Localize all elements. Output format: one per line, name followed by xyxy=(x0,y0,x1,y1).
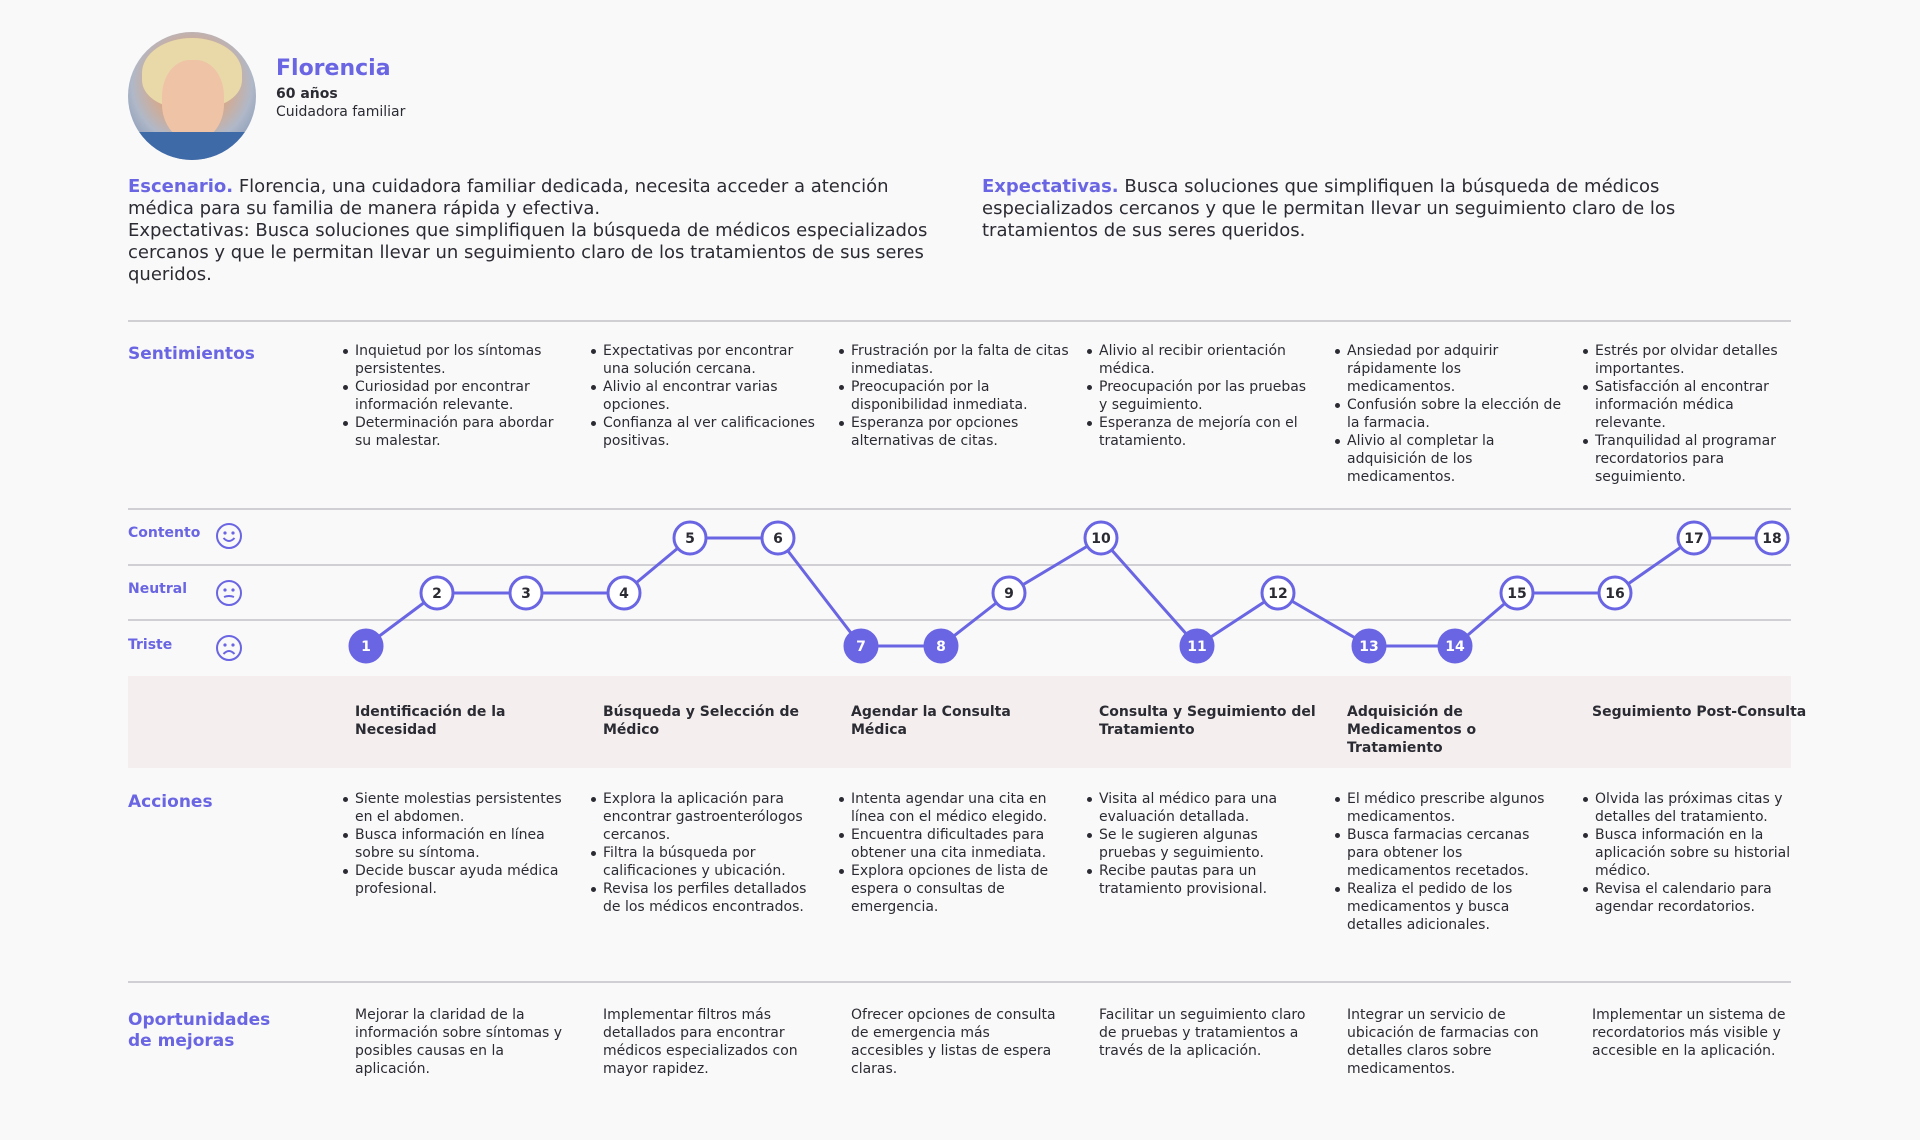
action-item: Visita al médico para una evaluación detallada. xyxy=(1087,790,1317,826)
opportunity-text: Mejorar la claridad de la información sobre síntomas y posibles causas en la aplicación. xyxy=(355,1007,563,1077)
journey-point-12 xyxy=(1262,577,1294,609)
journey-point-1 xyxy=(350,630,382,662)
opportunities-title-line1: Oportunidades xyxy=(128,1010,271,1030)
mood-label-sad: Triste xyxy=(128,637,173,653)
stage-title: Consulta y Seguimiento del Tratamiento xyxy=(1099,704,1316,738)
opportunities-title-line2: de mejoras xyxy=(128,1031,235,1051)
opportunity-text: Implementar filtros más detallados para encontrar médicos especializados con mayor rapidez. xyxy=(603,1007,798,1077)
action-item: Busca farmacias cercanas para obtener los medicamentos recetados. xyxy=(1335,826,1565,880)
journey-point-label: 12 xyxy=(1268,586,1288,602)
actions-title: Acciones xyxy=(128,792,213,812)
action-item: Intenta agendar una cita en línea con el médico elegido. xyxy=(839,790,1069,826)
journey-point-5 xyxy=(674,522,706,554)
journey-point-label: 4 xyxy=(619,586,629,602)
feeling-item: Satisfacción al encontrar información médica relevante. xyxy=(1583,378,1801,432)
stage-title: Búsqueda y Selección de Médico xyxy=(603,704,800,738)
journey-point-label: 11 xyxy=(1187,639,1207,655)
feeling-item: Determinación para abordar su malestar. xyxy=(343,414,573,450)
feelings-title: Sentimientos xyxy=(128,344,255,364)
action-item: Revisa el calendario para agendar recordatorios. xyxy=(1583,880,1801,916)
journey-point-label: 18 xyxy=(1762,531,1782,547)
opportunity-text: Integrar un servicio de ubicación de farmacias con detalles claros sobre medicamentos. xyxy=(1347,1007,1539,1077)
scenario-body: Florencia, una cuidadora familiar dedicada, necesita acceder a atención médica para su familia de manera rápida y efectiva. xyxy=(128,176,889,219)
journey-point-label: 6 xyxy=(773,531,783,547)
action-item: Busca información en línea sobre su síntoma. xyxy=(343,826,573,862)
journey-point-17 xyxy=(1678,522,1710,554)
feeling-item: Esperanza de mejoría con el tratamiento. xyxy=(1087,414,1317,450)
expectations-label: Expectativas. xyxy=(982,176,1119,197)
feeling-item: Alivio al recibir orientación médica. xyxy=(1087,342,1317,378)
actions-list xyxy=(591,790,821,916)
action-item: Encuentra dificultades para obtener una cita inmediata. xyxy=(839,826,1069,862)
opportunity-text: Ofrecer opciones de consulta de emergencia más accesibles y listas de espera claras. xyxy=(851,1007,1056,1077)
journey-point-8 xyxy=(925,630,957,662)
stage-title: Adquisición de Medicamentos o Tratamiento xyxy=(1347,704,1477,756)
mood-label-neutral: Neutral xyxy=(128,581,188,597)
feeling-item: Frustración por la falta de citas inmediatas. xyxy=(839,342,1069,378)
stage-title: Agendar la Consulta Médica xyxy=(851,704,1011,738)
journey-path xyxy=(366,538,1772,646)
feeling-item: Tranquilidad al programar recordatorios para seguimiento. xyxy=(1583,432,1801,486)
journey-point-label: 14 xyxy=(1445,639,1465,655)
journey-point-4 xyxy=(608,577,640,609)
action-item: Siente molestias persistentes en el abdomen. xyxy=(343,790,573,826)
feeling-item: Alivio al completar la adquisición de los medicamentos. xyxy=(1335,432,1565,486)
feeling-item: Alivio al encontrar varias opciones. xyxy=(591,378,821,414)
action-item: Olvida las próximas citas y detalles del tratamiento. xyxy=(1583,790,1801,826)
journey-point-label: 17 xyxy=(1684,531,1704,547)
feeling-item: Preocupación por la disponibilidad inmediata. xyxy=(839,378,1069,414)
feeling-item: Curiosidad por encontrar información relevante. xyxy=(343,378,573,414)
feeling-item: Confianza al ver calificaciones positivas. xyxy=(591,414,821,450)
feeling-item: Confusión sobre la elección de la farmacia. xyxy=(1335,396,1565,432)
action-item: Se le sugieren algunas pruebas y seguimiento. xyxy=(1087,826,1317,862)
opportunity-text: Implementar un sistema de recordatorios más visible y accesible en la aplicación. xyxy=(1592,1007,1786,1059)
actions-list xyxy=(1583,790,1801,916)
journey-point-11 xyxy=(1181,630,1213,662)
feeling-item: Inquietud por los síntomas persistentes. xyxy=(343,342,573,378)
journey-point-label: 15 xyxy=(1507,586,1527,602)
journey-point-2 xyxy=(421,577,453,609)
expectations-body: Busca soluciones que simplifiquen la búsqueda de médicos especializados cercanos y que le permitan llevar un seguimiento claro de los tratamientos de sus seres queridos. xyxy=(982,176,1676,241)
actions-list xyxy=(1335,790,1565,934)
journey-point-16 xyxy=(1599,577,1631,609)
journey-point-10 xyxy=(1085,522,1117,554)
feeling-item: Estrés por olvidar detalles importantes. xyxy=(1583,342,1801,378)
journey-point-9 xyxy=(993,577,1025,609)
journey-point-13 xyxy=(1353,630,1385,662)
journey-point-label: 16 xyxy=(1605,586,1625,602)
persona-role: Cuidadora familiar xyxy=(276,104,406,120)
persona-age: 60 años xyxy=(276,86,338,102)
persona-name: Florencia xyxy=(276,56,391,81)
journey-point-14 xyxy=(1439,630,1471,662)
action-item: Explora la aplicación para encontrar gastroenterólogos cercanos. xyxy=(591,790,821,844)
journey-point-label: 8 xyxy=(936,639,946,655)
journey-point-label: 13 xyxy=(1359,639,1379,655)
actions-list xyxy=(839,790,1069,916)
action-item: Realiza el pedido de los medicamentos y busca detalles adicionales. xyxy=(1335,880,1565,934)
journey-point-label: 9 xyxy=(1004,586,1014,602)
action-item: Explora opciones de lista de espera o consultas de emergencia. xyxy=(839,862,1069,916)
journey-point-15 xyxy=(1501,577,1533,609)
scenario-label: Escenario. xyxy=(128,176,234,197)
actions-list xyxy=(1087,790,1317,898)
stage-title: Identificación de la Necesidad xyxy=(355,704,506,738)
journey-point-label: 1 xyxy=(361,639,371,655)
journey-point-label: 7 xyxy=(856,639,866,655)
action-item: Revisa los perfiles detallados de los médicos encontrados. xyxy=(591,880,821,916)
journey-point-label: 3 xyxy=(521,586,531,602)
journey-point-18 xyxy=(1756,522,1788,554)
action-item: Busca información en la aplicación sobre su historial médico. xyxy=(1583,826,1801,880)
divider xyxy=(128,981,1791,983)
action-item: El médico prescribe algunos medicamentos. xyxy=(1335,790,1565,826)
action-item: Recibe pautas para un tratamiento provisional. xyxy=(1087,862,1317,898)
opportunity-text: Facilitar un seguimiento claro de pruebas y tratamientos a través de la aplicación. xyxy=(1099,1007,1306,1059)
journey-point-label: 5 xyxy=(685,531,695,547)
opportunities-title xyxy=(128,1010,270,1052)
mood-label-happy: Contento xyxy=(128,525,201,541)
stage-title: Seguimiento Post-Consulta xyxy=(1592,704,1807,720)
actions-list xyxy=(343,790,573,898)
journey-point-label: 2 xyxy=(432,586,442,602)
feeling-item: Ansiedad por adquirir rápidamente los medicamentos. xyxy=(1335,342,1565,396)
feeling-item: Expectativas por encontrar una solución cercana. xyxy=(591,342,821,378)
action-item: Decide buscar ayuda médica profesional. xyxy=(343,862,573,898)
feeling-item: Preocupación por las pruebas y seguimiento. xyxy=(1087,378,1317,414)
journey-point-label: 10 xyxy=(1091,531,1111,547)
journey-point-3 xyxy=(510,577,542,609)
journey-point-7 xyxy=(845,630,877,662)
scenario-expectations: Expectativas: Busca soluciones que simplifiquen la búsqueda de médicos especializados cercanos y que le permitan llevar un seguimiento claro de los tratamientos de sus seres queridos. xyxy=(128,220,928,285)
action-item: Filtra la búsqueda por calificaciones y ubicación. xyxy=(591,844,821,880)
journey-point-6 xyxy=(762,522,794,554)
feeling-item: Esperanza por opciones alternativas de citas. xyxy=(839,414,1069,450)
